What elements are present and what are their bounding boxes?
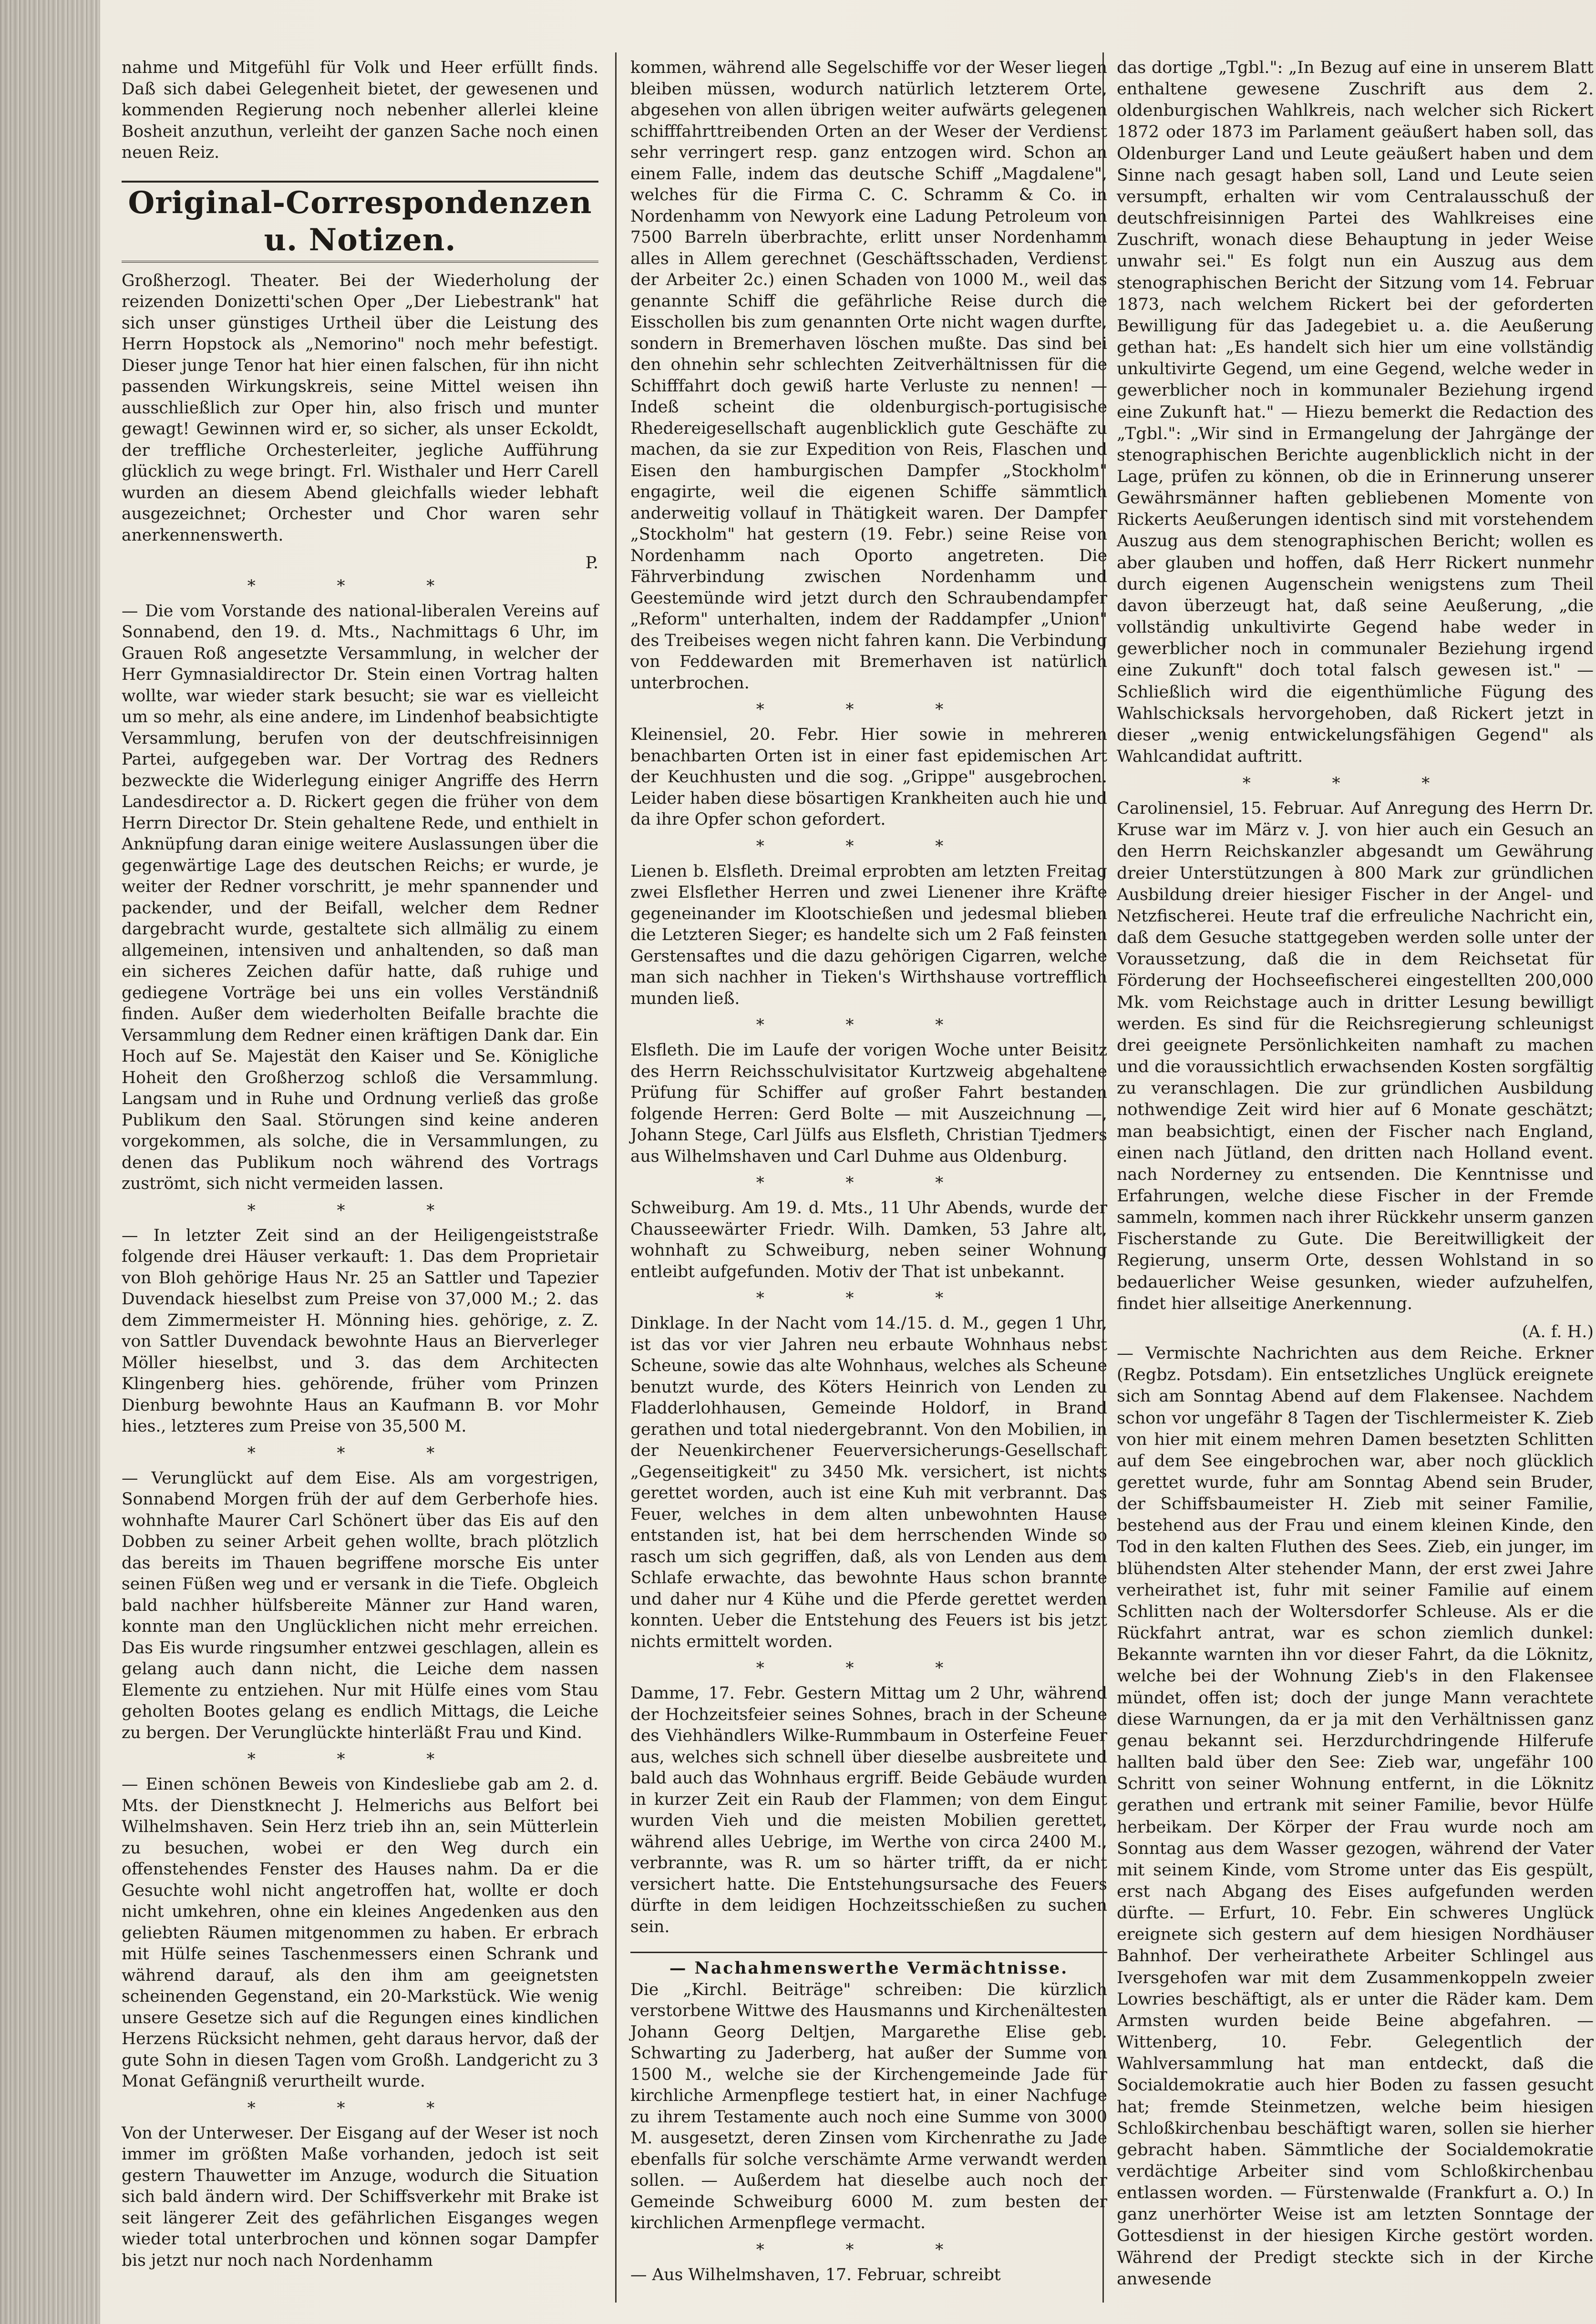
- asterism-divider: * * *: [756, 1015, 982, 1034]
- article-vermaechtnisse: Die „Kirchl. Beiträge" schreiben: Die kürzlich verstorbene Wittwe des Hausmanns und Kirchenältesten Johann Georg Deltjen, Margarethe Elise geb. Schwarting zu Jaderberg, hat außer der Summe von 1500 M., welche sie der Kirchengemeinde Jade für kirchliche Armenpflege testiert hat, in einer Nachfuge zu ihrem Testamente auch noch eine Summe von 3000 M. ausgesetzt, deren Zinsen vom Kirchenrathe zu Jade ebenfalls für solche verschämte Arme verwandt werden sollen. — Außerdem hat dieselbe auch noch der Gemeinde Schweiburg 6000 M. zum besten der kirchlichen Armenpflege vermacht.: [630, 1980, 1107, 2232]
- asterism-divider: * * *: [247, 1750, 473, 1769]
- column-2: [630, 57, 1107, 2292]
- asterism-divider: * * *: [756, 1659, 982, 1678]
- article-schweiburg: Schweiburg. Am 19. d. Mts., 11 Uhr Abends, wurde der Chausseewärter Friedr. Wilh. Damken, 53 Jahre alt, wohnhaft zu Schweiburg, neben seiner Wohnung entleibt aufgefunden. Motiv der That ist unbekannt.: [630, 1198, 1107, 1281]
- article-continuation: nahme und Mitgefühl für Volk und Heer erfüllt finds. Daß sich dabei Gelegenheit bietet, der gewesenen und kommenden Regierung noch nebenher allerlei kleine Bosheit anzuthun, verleiht der ganzen Sache noch einen neuen Reiz.: [122, 58, 598, 162]
- article-kleinensiel: Kleinensiel, 20. Febr. Hier sowie in mehreren benachbarten Orten ist in einer fast epidemischen Art der Keuchhusten und die sog. „Grippe" ausgebrochen. Leider haben diese bösartigen Krankheiten auch hie und da ihre Opfer schon gefordert.: [630, 725, 1107, 829]
- article-unterweser: Von der Unterweser. Der Eisgang auf der Weser ist noch immer im größten Maße vorhanden, jedoch ist seit gestern Thauwetter im Anzuge, wodurch die Situation sich bald ändern wird. Der Schiffsverkehr mit Brake ist seit längerer Zeit des gefährlichen Eisganges wegen wieder total unterbrochen und können sogar Dampfer bis jetzt nur noch nach Nordenhamm: [122, 2123, 598, 2270]
- asterism-divider: * * *: [247, 576, 473, 595]
- column-3: [1117, 57, 1594, 2297]
- article-theater: Großherzogl. Theater. Bei der Wiederholung der reizenden Donizetti'schen Oper „Der Liebestrank" hat sich unser günstiges Urtheil über die Leistung des Herrn Hopstock als „Nemorino" noch mehr befestigt. Dieser junge Tenor hat hier einen falschen, für ihn nicht passenden Wirkungskreis, seine Mittel weisen ihn ausschließlich zur Oper hin, also frisch und munter gewagt! Gewinnen wird er, so sicher, als unser Eckoldt, der treffliche Orchesterleiter, jegliche Aufführung glücklich zu wege bringt. Frl. Wisthaler und Herr Carell wurden an diesem Abend gleichfalls wieder lebhaft ausgezeichnet; Orchester und Chor waren sehr anerkennenswerth.: [122, 271, 598, 545]
- article-lienen: Lienen b. Elsfleth. Dreimal erprobten am letzten Freitag zwei Elsflether Herren und zwei Lienener ihre Kräfte gegeneinander im Klootschießen und jedesmal blieben die Letzteren Sieger; es handelte sich um 2 Faß feinsten Gerstensaftes und die dazu gehörigen Cigarren, welche man sich nachher in Tieken's Wirthshause vortrefflich munden ließ.: [630, 861, 1107, 1008]
- column-divider: [615, 52, 617, 2303]
- article-continuation: das dortige „Tgbl.": „In Bezug auf eine in unserem Blatt enthaltene gewesene Zuschrift aus dem 2. oldenburgischen Wahlkreis, nach welcher sich Rickert 1872 oder 1873 im Parlament geäußert haben soll, das Oldenburger Land und Leute geäußert haben und dem Sinne nach gesagt haben soll, Land und Leute seien versumpft, erhalten wir vom Centralausschuß der deutschfreisinnigen Partei des Wahlkreises eine Zuschrift, wonach diese Behauptung in jeder Weise unwahr sei." Es folgt nun ein Auszug aus dem stenographischen Bericht der Sitzung vom 14. Februar 1873, nach welchem Rickert bei der geforderten Bewilligung für das Jadegebiet u. a. die Aeußerung gethan hat: „Es handelt sich hier um eine vollständig unkultivirte Gegend, um eine Gegend, welche weder in gewerblicher noch in kommunaler Beziehung irgend eine Zukunft hat." — Hiezu bemerkt die Redaction des „Tgbl.": „Wir sind in Ermangelung der Jahrgänge der stenographischen Berichte augenblicklich nicht in der Lage, prüfen zu können, ob die in Erinnerung unserer Gewährsmänner haften gebliebenen Momente von Rickerts Aeußerungen identisch sind mit vorstehendem Auszug aus dem stenographischen Bericht; wollen es aber glauben und hoffen, daß Herr Rickert nunmehr durch eigenen Augenschein wenigstens zum Theil davon überzeugt hat, daß seine Aeußerung, „die vollständig unkultivirte Gegend habe weder in gewerblicher noch in communaler Beziehung irgend eine Zukunft" doch total falsch gewesen ist." — Schließlich wird die eigenthümliche Fügung des Wahlschicksals hervorgehoben, daß Rickert jetzt in dieser „wenig entwickelungsfähigen Gegend" als Wahlcandidat auftritt.: [1117, 58, 1594, 766]
- article-damme: Damme, 17. Febr. Gestern Mittag um 2 Uhr, während der Hochzeitsfeier seines Sohnes, brach in der Scheune des Viehhändlers Wilke-Rummbaum in Osterfeine Feuer aus, welches sich schnell über dieselbe ausbreitete und bald auch das Wohnhaus ergriff. Beide Gebäude wurden in kurzer Zeit ein Raub der Flammen; von dem Eingut wurden Vieh und die meisten Mobilien gerettet, während alles Uebrige, im Werthe von circa 2400 M., verbrannte, was R. um so härter trifft, da er nicht versichert hatte. Die Entstehungsursache des Feuers dürfte in dem leidigen Hochzeitsschießen zu suchen sein.: [630, 1684, 1107, 1936]
- article-continuation: kommen, während alle Segelschiffe vor der Weser liegen bleiben müssen, wodurch natürlich letzterem Orte, abgesehen von allen übrigen weiter aufwärts gelegenen schifffahrttreibenden Orten an der Weser der Verdienst sehr verringert resp. ganz entzogen wird. Schon an einem Falle, indem das deutsche Schiff „Magdalene", welches für die Firma C. C. Schramm & Co. in Nordenhamm von Newyork eine Ladung Petroleum von 7500 Barreln überbrachte, erlitt unser Nordenhamm alles in Allem gerechnet (Geschäftsschaden, Verdienst der Arbeiter 2c.) einen Schaden von 1000 M., weil das genannte Schiff die gefährliche Reise durch die Eisschollen bis zum genannten Orte nicht wagen durfte, sondern in Bremerhaven löschen mußte. Das sind bei den ohnehin sehr schlechten Zeitverhältnissen für die Schifffahrt doch gewiß harte Verluste zu nennen! — Indeß scheint die oldenburgisch-portugisische Rhedereigesellschaft augenblicklich gute Geschäfte zu machen, da sie zur Expedition von Reis, Flaschen und Eisen den hamburgischen Dampfer „Stockholm" engagirte, weil die eigenen Schiffe sämmtlich anderweitig vollauf in Thätigkeit waren. Der Dampfer „Stockholm" hat gestern (19. Febr.) seine Reise von Nordenhamm nach Oporto angetreten. Die Fährverbindung zwischen Nordenhamm und Geestemünde wird jetzt durch den Schraubendampfer „Reform" unterhalten, indem der Raddampfer „Union" des Treibeises wegen nicht fahren kann. Die Verbindung von Feddewarden mit Bremerhaven ist natürlich unterbrochen.: [630, 58, 1107, 693]
- column-1: [122, 57, 598, 2278]
- asterism-divider: * * *: [756, 700, 982, 719]
- article-ice-accident: — Verunglückt auf dem Eise. Als am vorgestrigen, Sonnabend Morgen früh der auf dem Gerberhofe hies. wohnhafte Maurer Carl Schönert über das Eis auf den Dobben zu seiner Arbeit gehen wollte, brach plötzlich das bereits im Thauen begriffene morsche Eis unter seinen Füßen weg und er versank in die Tiefe. Obgleich bald nachher hülfsbereite Männer zur Hand waren, konnte man den Unglücklichen nicht mehr erreichen. Das Eis wurde ringsumher entzwei geschlagen, allein es gelang auch dann nicht, die Leiche dem nassen Elemente zu entziehen. Nur mit Hülfe eines vom Stau geholten Bootes gelang es endlich Mittags, die Leiche zu bergen. Der Verunglückte hinterläßt Frau und Kind.: [122, 1468, 598, 1742]
- asterism-divider: * * *: [756, 1173, 982, 1192]
- asterism-divider: * * *: [247, 1200, 473, 1220]
- subsection-heading: — Nachahmenswerthe Vermächtnisse.: [630, 1952, 1107, 1979]
- asterism-divider: * * *: [247, 2098, 473, 2118]
- asterism-divider: * * *: [247, 1443, 473, 1463]
- article-carolinensiel: Carolinensiel, 15. Februar. Auf Anregung des Herrn Dr. Kruse war im März v. J. von hier auch ein Gesuch an den Herrn Reichskanzler abgesandt um Gewährung dreier Unterstützungen à 800 Mark zur gründlichen Ausbildung dreier hiesiger Fischer in der Angel- und Netzfischerei. Heute traf die erfreuliche Nachricht ein, daß dem Gesuche stattgegeben werden solle unter der Voraussetzung, daß die in dem Reichsetat für Förderung der Hochseefischerei eingestellten 200,000 Mk. vom Reichstage auch in dritter Lesung bewilligt werden. Es sind für die Reichsregierung schleunigst drei geeignete Persönlichkeiten namhaft zu machen und die voraussichtlich erwachsenden Kosten sorgfältig zu veranschlagen. Die zur gründlichen Ausbildung nothwendige Zeit wird hier auf 6 Monate geschätzt; man beabsichtigt, einen der Fischer nach England, einen nach Jütland, den dritten nach Holland event. nach Norderney zu entsenden. Die Kenntnisse und Erfahrungen, welche diese Fischer in der Fremde sammeln, kommen nach ihrer Rückkehr unserm ganzen Fischerstande zu Gute. Die Bereitwilligkeit der Regierung, unserm Orte, dessen Wohlstand in so bedauerlicher Weise gesunken, wieder aufzuhelfen, findet hier allseitige Anerkennung.: [1117, 799, 1594, 1313]
- asterism-divider: * * *: [1242, 774, 1468, 793]
- section-heading: Original-Correspondenzen u. Notizen.: [122, 181, 598, 263]
- asterism-divider: * * *: [756, 1289, 982, 1308]
- asterism-divider: * * *: [756, 836, 982, 856]
- article-elsfleth: Elsfleth. Die im Laufe der vorigen Woche unter Beisitz des Herrn Reichsschulvisitator Kurtzweig abgehaltene Prüfung für Schiffer auf großer Fahrt bestanden folgende Herren: Gerd Bolte — mit Auszeichnung —, Johann Stege, Carl Jülfs aus Elsfleth, Christian Tjedmers aus Wilhelmshaven und Carl Duhme aus Oldenburg.: [630, 1041, 1107, 1166]
- article-signature: P.: [585, 553, 598, 573]
- asterism-divider: * * *: [756, 2240, 982, 2259]
- article-dinklage: Dinklage. In der Nacht vom 14./15. d. M., gegen 1 Uhr, ist das vor vier Jahren neu erbaute Wohnhaus nebst Scheune, sowie das alte Wohnhaus, welches als Scheune benutzt wurde, des Köters Heinrich von Lenden zu Fladderlohhausen, Gemeinde Holdorf, in Brand gerathen und total niedergebrannt. Von den Mobilien, in der Neuenkirchener Feuerversicherungs-Gesellschaft „Gegenseitigkeit" zu 3450 Mk. versichert, ist nichts gerettet worden, auch ist eine Kuh mit verbrannt. Das Feuer, welches in dem alten unbewohnten Hause entstanden ist, hat bei dem herrschenden Winde so rasch um sich gegriffen, daß, als von Lenden aus dem Schlafe erwachte, das bewohnte Haus schon brannte und daher nur 4 Kühe und die Pferde gerettet werden konnten. Ueber die Entstehung des Feuers ist bis jetzt nichts ermittelt worden.: [630, 1314, 1107, 1651]
- article-kindesliebe: — Einen schönen Beweis von Kindesliebe gab am 2. d. Mts. der Dienstknecht J. Helmerichs aus Belfort bei Wilhelmshaven. Sein Herz trieb ihn an, sein Mütterlein zu besuchen, wobei er den Weg durch ein offenstehendes Fenster des Hauses nahm. Da er die Gesuchte wohl nicht angetroffen hat, wollte er doch nicht umkehren, ohne ein kleines Angedenken aus den geliebten Räumen mitgenommen zu haben. Er erbrach mit Hülfe seines Taschenmessers einen Schrank und während darauf, als den ihm am geeignetsten scheinenden Gegenstand, ein 20-Markstück. Wie wenig unsere Gesetze sich auf die Regungen eines kindlichen Herzens Rücksicht nehmen, geht daraus hervor, daß der gute Sohn in diesen Tagen vom Großh. Landgericht zu 3 Monat Gefängniß verurtheilt wurde.: [122, 1775, 598, 2091]
- article-wilhelmshaven: — Aus Wilhelmshaven, 17. Februar, schreibt: [630, 2265, 1001, 2284]
- article-signature: (A. f. H.): [1522, 1322, 1594, 1341]
- article-house-sales: — In letzter Zeit sind an der Heiligengeiststraße folgende drei Häuser verkauft: 1. Das dem Proprietair von Bloh gehörige Haus Nr. 25 an Sattler und Tapezier Duvendack hieselbst zum Preise von 37,000 M.; 2. das dem Zimmermeister H. Mönning hies. gehörige, z. Z. von Sattler Duvendack bewohnte Haus an Bierverleger Möller hieselbst, und 3. das dem Architecten Klingenberg hies. gehörende, früher vom Prinzen Dienburg bewohnte Haus an Kaufmann B. vor Mohr hies., letzteres zum Preise von 35,500 M.: [122, 1226, 598, 1436]
- article-national-liberal-verein: — Die vom Vorstande des national-liberalen Vereins auf Sonnabend, den 19. d. Mts., Nachmittags 6 Uhr, im Grauen Roß angesetzte Versammlung, in welcher der Herr Gymnasialdirector Dr. Stein einen Vortrag halten wollte, war wieder stark besucht; sie war es vielleicht um so mehr, als eine andere, im Lindenhof beabsichtigte Versammlung, berufen von der deutschfreisinnigen Partei, aufgegeben war. Der Vortrag des Redners bezweckte die Widerlegung einiger Angriffe des Herrn Landesdirector a. D. Rickert gegen die früher von dem Herrn Director Dr. Stein gehaltene Rede, und enthielt in Anknüpfung daran einige weitere Auslassungen über die gegenwärtige Lage des deutschen Reichs; er wurde, je weiter der Redner vorschritt, je mehr spannender und packender, und der Beifall, welcher dem Redner dargebracht wurde, gestaltete sich allmälig zu einem allgemeinen, intensiven und anhaltenden, so daß man ein sicheres Zeichen dafür hatte, daß ruhige und gediegene Vorträge bei uns ein volles Verständniß finden. Außer dem wiederholten Beifalle brachte die Versammlung dem Redner einen kräftigen Dank dar. Ein Hoch auf Se. Majestät den Kaiser und Se. Königliche Hoheit den Großherzog schloß die Versammlung. Langsam und in Ruhe und Ordnung verließ das große Publikum den Saal. Störungen sind keine anderen vorgekommen, als solche, die in Versammlungen, zu denen das Publikum noch während des Vortrags zuströmt, sich nicht vermeiden lassen.: [122, 601, 598, 1193]
- article-vermischte-nachrichten: — Vermischte Nachrichten aus dem Reiche. Erkner (Regbz. Potsdam). Ein entsetzliches Unglück ereignete sich am Sonntag Abend auf dem Flakensee. Nachdem schon vor ungefähr 8 Tagen der Tischlermeister K. Zieb von hier mit einem mehren Damen besetzten Schlitten auf dem See eingebrochen war, aber noch glücklich gerettet wurde, fuhr am Sonntag Abend sein Bruder, der Schiffsbaumeister H. Zieb mit seiner Familie, bestehend aus der Frau und einem kleinen Kinde, den Tod in den kalten Fluthen des Sees. Zieb, ein junger, im blühendsten Alter stehender Mann, der erst zwei Jahre verheirathet ist, fuhr mit seiner Familie auf einem Schlitten nach der Woltersdorfer Schleuse. Als er die Rückfahrt antrat, war es schon ziemlich dunkel: Bekannte warnten ihn vor dieser Fahrt, da die Löknitz, welche bei der Wohnung Zieb's in den Flakensee mündet, offen ist; doch der junge Mann verachtete diese Warnungen, da er ja mit den Verhältnissen ganz genau bekannt sei. Herzdurchdringende Hilferufe hallten bald über den See: Zieb war, ungefähr 100 Schritt von seiner Wohnung entfernt, in die Löknitz gerathen und ertrank mit seiner Familie, bevor Hülfe herbeikam. Der Körper der Frau wurde noch am Sonntag aus dem Wasser gezogen, während der Vater mit seinem Kinde, vom Strome unter das Eis gespült, erst nach Abgang des Eises aufgefunden werden dürfte. — Erfurt, 10. Febr. Ein schweres Unglück ereignete sich gestern auf dem hiesigen Nordhäuser Bahnhof. Der verheirathete Arbeiter Schlingel aus Iversgehofen war mit dem Zusammenkoppeln zweier Lowries beschäftigt, als er unter die Räder kam. Dem Armsten wurden beide Beine abgefahren. — Wittenberg, 10. Febr. Gelegentlich der Wahlversammlung hat man entdeckt, daß die Socialdemokratie auch hier Boden zu fassen gesucht hat; fremde Steinmetzen, welche beim hiesigen Schloßkirchenbau beschäftigt waren, sollen sie hierher gebracht haben. Sämmtliche der Socialdemokratie verdächtige Arbeiter sind vom Schloßkirchenbau entlassen worden. — Fürstenwalde (Frankfurt a. O.) In ganz unerhörter Weise ist am letzten Sonntage der Gottesdienst in der hiesigen Kirche gestört worden. Während der Predigt steckte sich in der Kirche anwesende: [1117, 1344, 1594, 2289]
- book-binding-edge: [0, 0, 100, 2324]
